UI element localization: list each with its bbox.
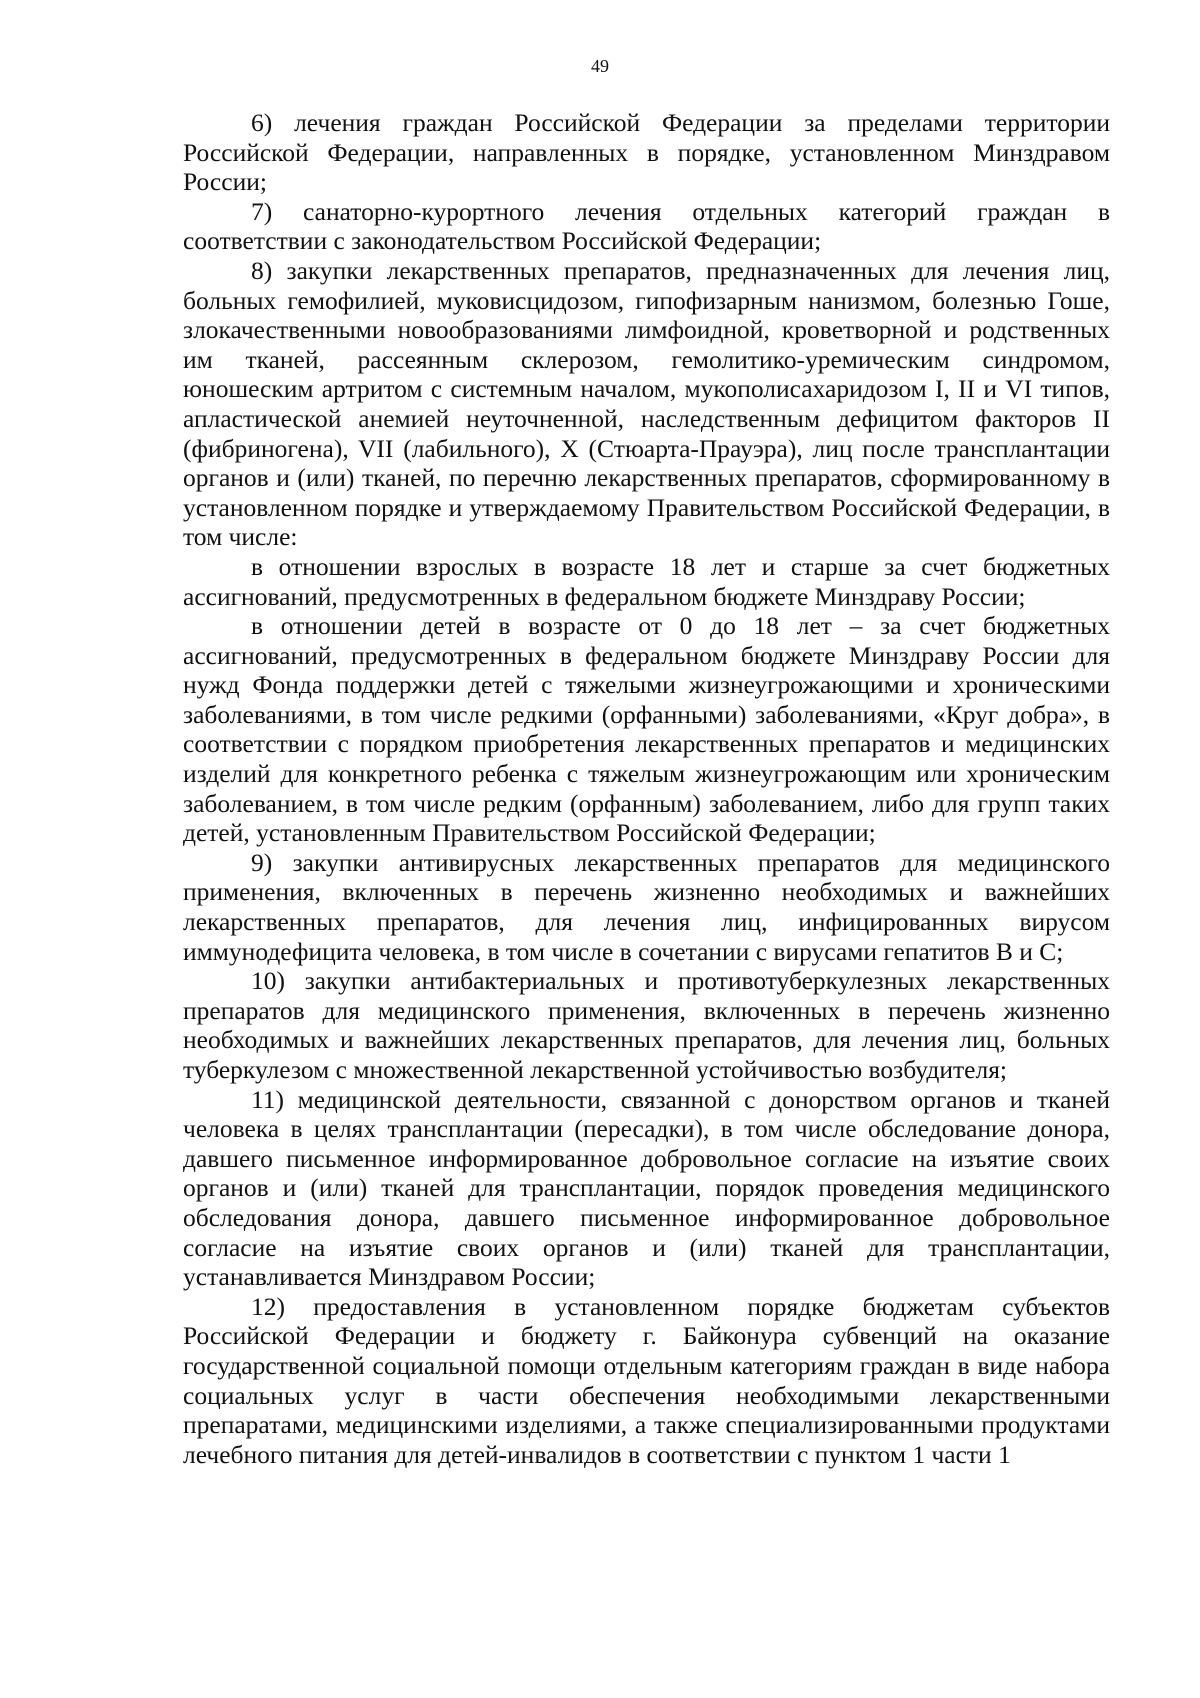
paragraph-children: в отношении детей в возрасте от 0 до 18 лет – за счет бюджетных ассигнований, предусмотренных в федеральном бюджете Минздраву России для нужд Фонда поддержки детей с тяжелыми жизнеугрожающими и хроническими заболеваниями, в том числе редкими (орфанными) заболеваниями, «Круг добра», в соответствии с порядком приобретения лекарственных препаратов и медицинских изделий для конкретного ребенка с тяжелым жизнеугрожающим или хроническим заболеванием, в том числе редким (орфанным) заболеванием, либо для групп таких детей, установленным Правительством Российской Федерации; (183, 611, 1110, 848)
page-number: 49 (591, 56, 609, 76)
paragraph-item-9: 9) закупки антивирусных лекарственных препаратов для медицинского применения, включенных в перечень жизненно необходимых и важнейших лекарственных препаратов, для лечения лиц, инфицированных вирусом иммунодефицита человека, в том числе в сочетании с вирусами гепатитов B и C; (183, 847, 1110, 966)
paragraph-item-8: 8) закупки лекарственных препаратов, предназначенных для лечения лиц, больных гемофилией, муковисцидозом, гипофизарным нанизмом, болезнью Гоше, злокачественными новообразованиями лимфоидной, кроветворной и родственных им тканей, рассеянным склерозом, гемолитико-уремическим синдромом, юношеским артритом с системным началом, мукополисахаридозом I, II и VI типов, апластической анемией неуточненной, наследственным дефицитом факторов II (фибриногена), VII (лабильного), X (Стюарта-Прауэра), лиц после трансплантации органов и (или) тканей, по перечню лекарственных препаратов, сформированному в установленном порядке и утверждаемому Правительством Российской Федерации, в том числе: (183, 255, 1110, 552)
paragraph-adults: в отношении взрослых в возрасте 18 лет и старше за счет бюджетных ассигнований, предусмотренных в федеральном бюджете Минздраву России; (183, 551, 1110, 611)
paragraph-item-6: 6) лечения граждан Российской Федерации за пределами территории Российской Федерации, направленных в порядке, установленном Минздравом России; (183, 108, 1110, 197)
paragraph-item-7: 7) санаторно-курортного лечения отдельных категорий граждан в соответствии с законодательством Российской Федерации; (183, 196, 1110, 256)
paragraph-item-10: 10) закупки антибактериальных и противотуберкулезных лекарственных препаратов для медицинского применения, включенных в перечень жизненно необходимых и важнейших лекарственных препаратов, для лечения лиц, больных туберкулезом с множественной лекарственной устойчивостью возбудителя; (183, 966, 1110, 1084)
paragraph-item-12: 12) предоставления в установленном порядке бюджетам субъектов Российской Федерации и бюджету г. Байконура субвенций на оказание государственной социальной помощи отдельным категориям граждан в виде набора социальных услуг в части обеспечения необходимыми лекарственными препаратами, медицинскими изделиями, а также специализированными продуктами лечебного питания для детей-инвалидов в соответствии с пунктом 1 части 1 (183, 1291, 1110, 1469)
paragraph-item-11: 11) медицинской деятельности, связанной с донорством органов и тканей человека в целях трансплантации (пересадки), в том числе обследование донора, давшего письменное информированное добровольное согласие на изъятие своих органов и (или) тканей для трансплантации, порядок проведения медицинского обследования донора, давшего письменное информированное добровольное согласие на изъятие своих органов и (или) тканей для трансплантации, устанавливается Минздравом России; (183, 1084, 1110, 1292)
document-body (183, 108, 1110, 1469)
